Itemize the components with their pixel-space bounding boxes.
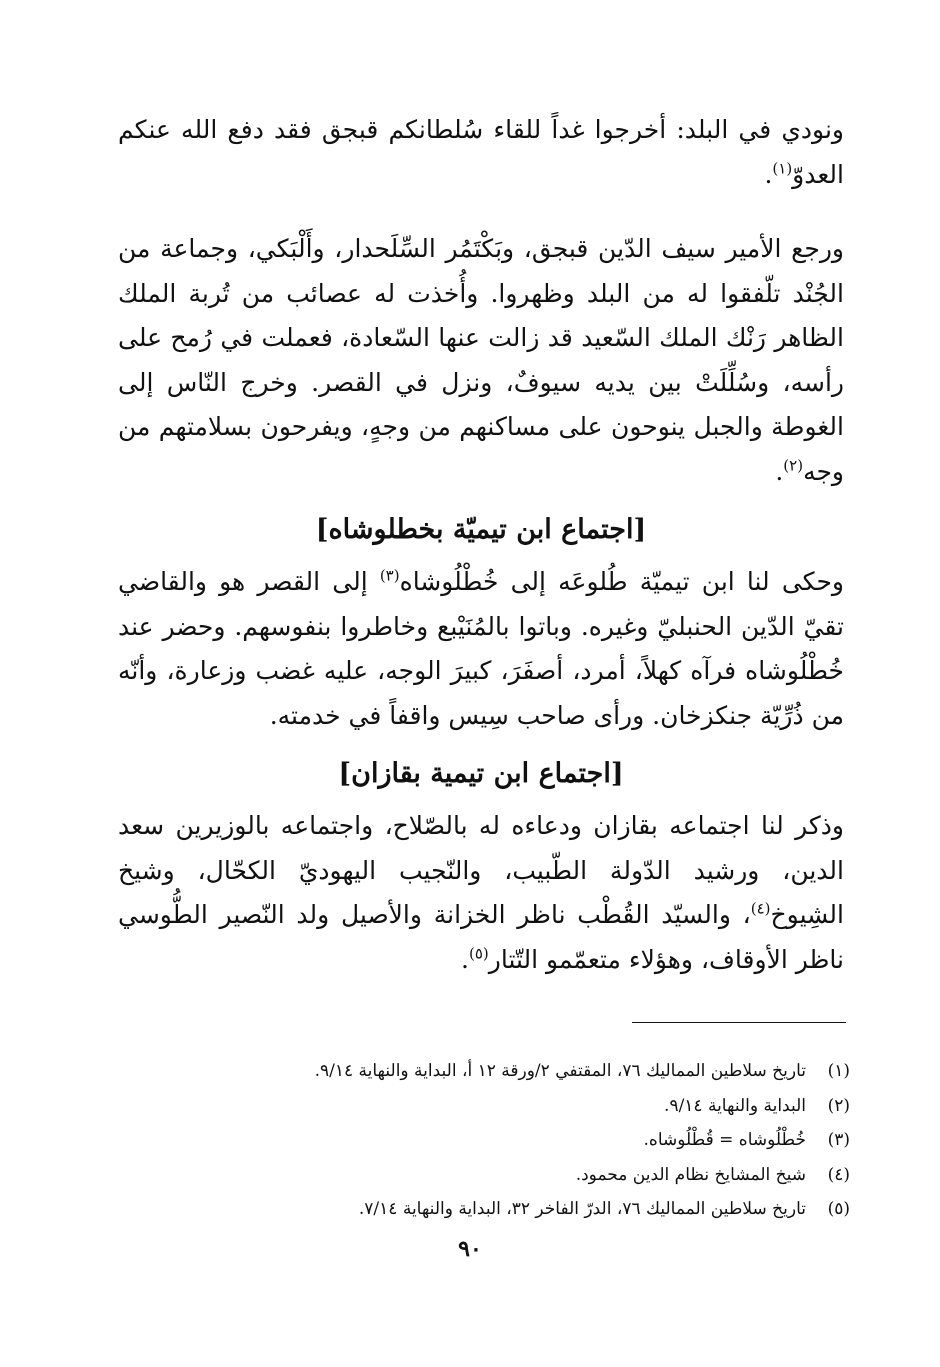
footnote-separator xyxy=(632,1022,846,1023)
paragraph-1-text: ونودي في البلد: أخرجوا غداً للقاء سُلطانكم قبجق فقد دفع الله عنكم العدوّ xyxy=(118,115,844,189)
paragraph-3-text-b: إلى القصر هو والقاضي تقيّ الدّين الحنبليّ وغيره. وباتوا بالمُنَيْبع وخاطروا بنفوسهم. وحضر عند خُطْلُوشاه فرآه كهلاً، أمرد، أصفَرَ، كبيرَ الوجه، عليه غضب وزعارة، وأنّه من ذُرِّيّة جنكزخان. ورأى صاحب سِيس واقفاً في خدمته. xyxy=(118,567,844,730)
footnote-text: تاريخ سلاطين المماليك ٧٦، المقتفي ٢/ورقة ١٢ أ، البداية والنهاية ٩/١٤. xyxy=(314,1061,806,1081)
footnote-number: (٤) xyxy=(827,1164,850,1185)
paragraph-1-end: . xyxy=(764,159,773,189)
footnote-ref-1: (١) xyxy=(772,159,793,178)
footnote-ref-2: (٢) xyxy=(783,456,804,475)
footnote-text: البداية والنهاية ٩/١٤. xyxy=(664,1095,806,1116)
page-number: ٩٠ xyxy=(458,1236,482,1262)
footnote-item xyxy=(160,1054,850,1089)
footnote-text: شيخ المشايخ نظام الدين محمود. xyxy=(575,1164,806,1185)
paragraph-4-end: . xyxy=(461,944,469,974)
footnote-item xyxy=(160,1123,850,1158)
paragraph-1 xyxy=(118,108,844,197)
footnote-text: تاريخ سلاطين المماليك ٧٦، الدرّ الفاخر ٣٢، البداية والنهاية ٧/١٤. xyxy=(358,1199,806,1219)
paragraph-2-text: ورجع الأمير سيف الدّين قبجق، وبَكْتَمُر السِّلَحدار، وأَلْبَكي، وجماعة من الجُنْد تلّفقوا له من البلد وظهروا. وأُخذت له عصائب من تُربة الملك الظاهر رَنْك الملك السّعيد قد زالت عنها السّعادة، فعملت في رُمح على رأسه، وسُلِّلَتْ بين يديه سيوفٌ، ونزل في القصر. وخرج النّاس إلى الغوطة والجبل ينوحون على مساكنهم من وجهٍ، ويفرحون بسلامتهم من وجه xyxy=(118,234,844,486)
section-heading-qazan: [اجتماع ابن تيمية بقازان] xyxy=(338,758,624,789)
footnote-number: (٣) xyxy=(827,1130,850,1150)
footnote-number: (٥) xyxy=(827,1199,850,1219)
paragraph-2 xyxy=(118,227,844,494)
footnote-ref-5: (٥) xyxy=(468,944,489,963)
footnote-item xyxy=(160,1089,850,1124)
footnote-text: خُطْلُوشاه = قُطْلُوشاه. xyxy=(643,1130,806,1150)
footnote-item xyxy=(160,1192,850,1227)
footnotes xyxy=(160,1054,850,1227)
paragraph-4-text-b: ، والسيّد القُطْب ناظر الخزانة والأصيل ولد النّصير الطُّوسي ناظر الأوقاف، وهؤلاء متعمّمو التّتار xyxy=(118,900,844,974)
paragraph-3 xyxy=(118,560,844,738)
footnote-item xyxy=(160,1158,850,1193)
page-body xyxy=(118,108,844,982)
paragraph-2-end: . xyxy=(775,456,784,486)
section-heading-khatlushah: [اجتماع ابن تيميّة بخطلوشاه] xyxy=(315,514,647,545)
paragraph-3-text-a: وحكى لنا ابن تيميّة طُلوعَه إلى خُطْلُوشاه xyxy=(399,567,844,596)
footnote-ref-3: (٣) xyxy=(379,566,400,585)
footnote-ref-4: (٤) xyxy=(750,899,771,918)
footnote-number: (١) xyxy=(827,1061,850,1081)
paragraph-4-text-a: وذكر لنا اجتماعه بقازان ودعاءه له بالصّلاح، واجتماعه بالوزيرين سعد الدين، ورشيد الدّولة الطّبيب، والنّجيب اليهوديّ الكحّال، وشيخ الشِيوخ xyxy=(118,811,844,929)
footnote-number: (٢) xyxy=(827,1095,850,1116)
paragraph-4 xyxy=(118,804,844,982)
